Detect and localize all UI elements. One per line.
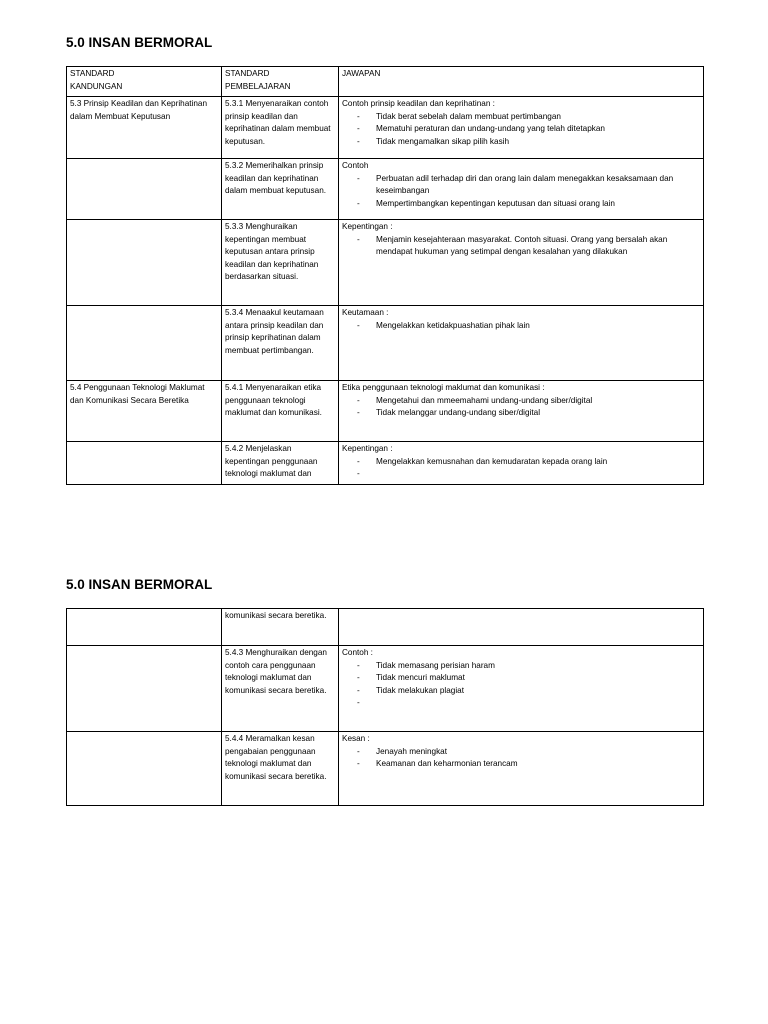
table-row [67, 646, 704, 732]
jawapan-cell [339, 159, 704, 220]
list-item: - Mengelakkan kemusnahan dan kemudaratan kepada orang lain [342, 456, 700, 469]
jawapan-list [342, 660, 700, 698]
pembelajaran-cell: 5.3.1 Menyenaraikan contoh prinsip keadilan dan keprihatinan dalam membuat keputusan. [222, 97, 339, 159]
list-item: - Tidak mencuri maklumat [342, 672, 700, 685]
table-row [67, 732, 704, 806]
jawapan-list [342, 234, 700, 259]
jawapan-heading: Keutamaan : [342, 308, 389, 317]
page-title: 5.0 INSAN BERMORAL [66, 577, 213, 592]
list-item: - Jenayah meningkat [342, 746, 700, 759]
table-row [67, 159, 704, 220]
list-item: - Keamanan dan keharmonian terancam [342, 758, 700, 771]
jawapan-heading: Contoh : [342, 648, 373, 657]
page-title: 5.0 INSAN BERMORAL [66, 35, 213, 50]
table-row [67, 220, 704, 306]
kandungan-cell [67, 159, 222, 220]
syllabus-table [66, 66, 704, 485]
list-item: - Tidak melanggar undang-undang siber/digital [342, 407, 700, 420]
table-header-row [67, 67, 704, 97]
list-item: - Mengelakkan ketidakpuashatian pihak lain [342, 320, 700, 333]
table-row [67, 609, 704, 646]
table-row [67, 442, 704, 485]
list-item: - Perbuatan adil terhadap diri dan orang lain dalam menegakkan kesaksamaan dan keseimbangan [342, 173, 700, 198]
jawapan-cell [339, 442, 704, 485]
list-item: - Tidak mengamalkan sikap pilih kasih [342, 136, 700, 149]
jawapan-cell [339, 646, 704, 732]
pembelajaran-cell: 5.4.1 Menyenaraikan etika penggunaan teknologi maklumat dan komunikasi. [222, 381, 339, 442]
jawapan-list [342, 746, 700, 771]
jawapan-heading: Kepentingan : [342, 222, 393, 231]
table-row [67, 306, 704, 381]
list-item: - Tidak melakukan plagiat [342, 685, 700, 698]
jawapan-list [342, 456, 700, 469]
pembelajaran-cell: 5.3.2 Memerihalkan prinsip keadilan dan keprihatinan dalam membuat keputusan. [222, 159, 339, 220]
list-item: - Mengetahui dan mmeemahami undang-undang siber/digital [342, 395, 700, 408]
jawapan-cell [339, 220, 704, 306]
pembelajaran-cell: 5.3.3 Menghuraikan kepentingan membuat keputusan antara prinsip keadilan dan keprihatinan berdasarkan situasi. [222, 220, 339, 306]
pembelajaran-cell: komunikasi secara beretika. [222, 609, 339, 646]
syllabus-table-continued [66, 608, 704, 806]
kandungan-cell: 5.3 Prinsip Keadilan dan Keprihatinan dalam Membuat Keputusan [67, 97, 222, 159]
pembelajaran-cell: 5.4.3 Menghuraikan dengan contoh cara penggunaan teknologi maklumat dan komunikasi secara beretika. [222, 646, 339, 732]
jawapan-cell [339, 97, 704, 159]
list-item: - Tidak berat sebelah dalam membuat pertimbangan [342, 111, 700, 124]
jawapan-heading: Kesan : [342, 734, 370, 743]
jawapan-heading: Etika penggunaan teknologi maklumat dan komunikasi : [342, 383, 545, 392]
kandungan-cell [67, 609, 222, 646]
list-item: - Mematuhi peraturan dan undang-undang yang telah ditetapkan [342, 123, 700, 136]
jawapan-cell [339, 306, 704, 381]
kandungan-cell [67, 220, 222, 306]
jawapan-cell [339, 381, 704, 442]
jawapan-heading: Kepentingan : [342, 444, 393, 453]
list-item: - Menjamin kesejahteraan masyarakat. Contoh situasi. Orang yang bersalah akan mendapat hukuman yang setimpal dengan kesalahan yang dilakukan [342, 234, 700, 259]
jawapan-heading: Contoh prinsip keadilan dan keprihatinan : [342, 99, 495, 108]
jawapan-list [342, 111, 700, 149]
header-standard-pembelajaran: STANDARD PEMBELAJARAN [222, 67, 339, 97]
header-jawapan: JAWAPAN [339, 67, 704, 97]
jawapan-list [342, 173, 700, 211]
kandungan-cell: 5.4 Penggunaan Teknologi Maklumat dan Komunikasi Secara Beretika [67, 381, 222, 442]
jawapan-cell [339, 609, 704, 646]
jawapan-list [342, 395, 700, 420]
kandungan-cell [67, 732, 222, 806]
header-standard-kandungan: STANDARD KANDUNGAN [67, 67, 222, 97]
kandungan-cell [67, 646, 222, 732]
list-item: - Mempertimbangkan kepentingan keputusan dan situasi orang lain [342, 198, 700, 211]
pembelajaran-cell: 5.4.2 Menjelaskan kepentingan penggunaan teknologi maklumat dan [222, 442, 339, 485]
jawapan-cell [339, 732, 704, 806]
kandungan-cell [67, 306, 222, 381]
table-row [67, 381, 704, 442]
jawapan-heading: Contoh [342, 161, 369, 170]
pembelajaran-cell: 5.4.4 Meramalkan kesan pengabaian penggunaan teknologi maklumat dan komunikasi secara beretika. [222, 732, 339, 806]
kandungan-cell [67, 442, 222, 485]
table-row [67, 97, 704, 159]
jawapan-list [342, 320, 700, 333]
list-item: - Tidak memasang perisian haram [342, 660, 700, 673]
pembelajaran-cell: 5.3.4 Menaakul keutamaan antara prinsip keadilan dan prinsip keprihatinan dalam membuat pertimbangan. [222, 306, 339, 381]
